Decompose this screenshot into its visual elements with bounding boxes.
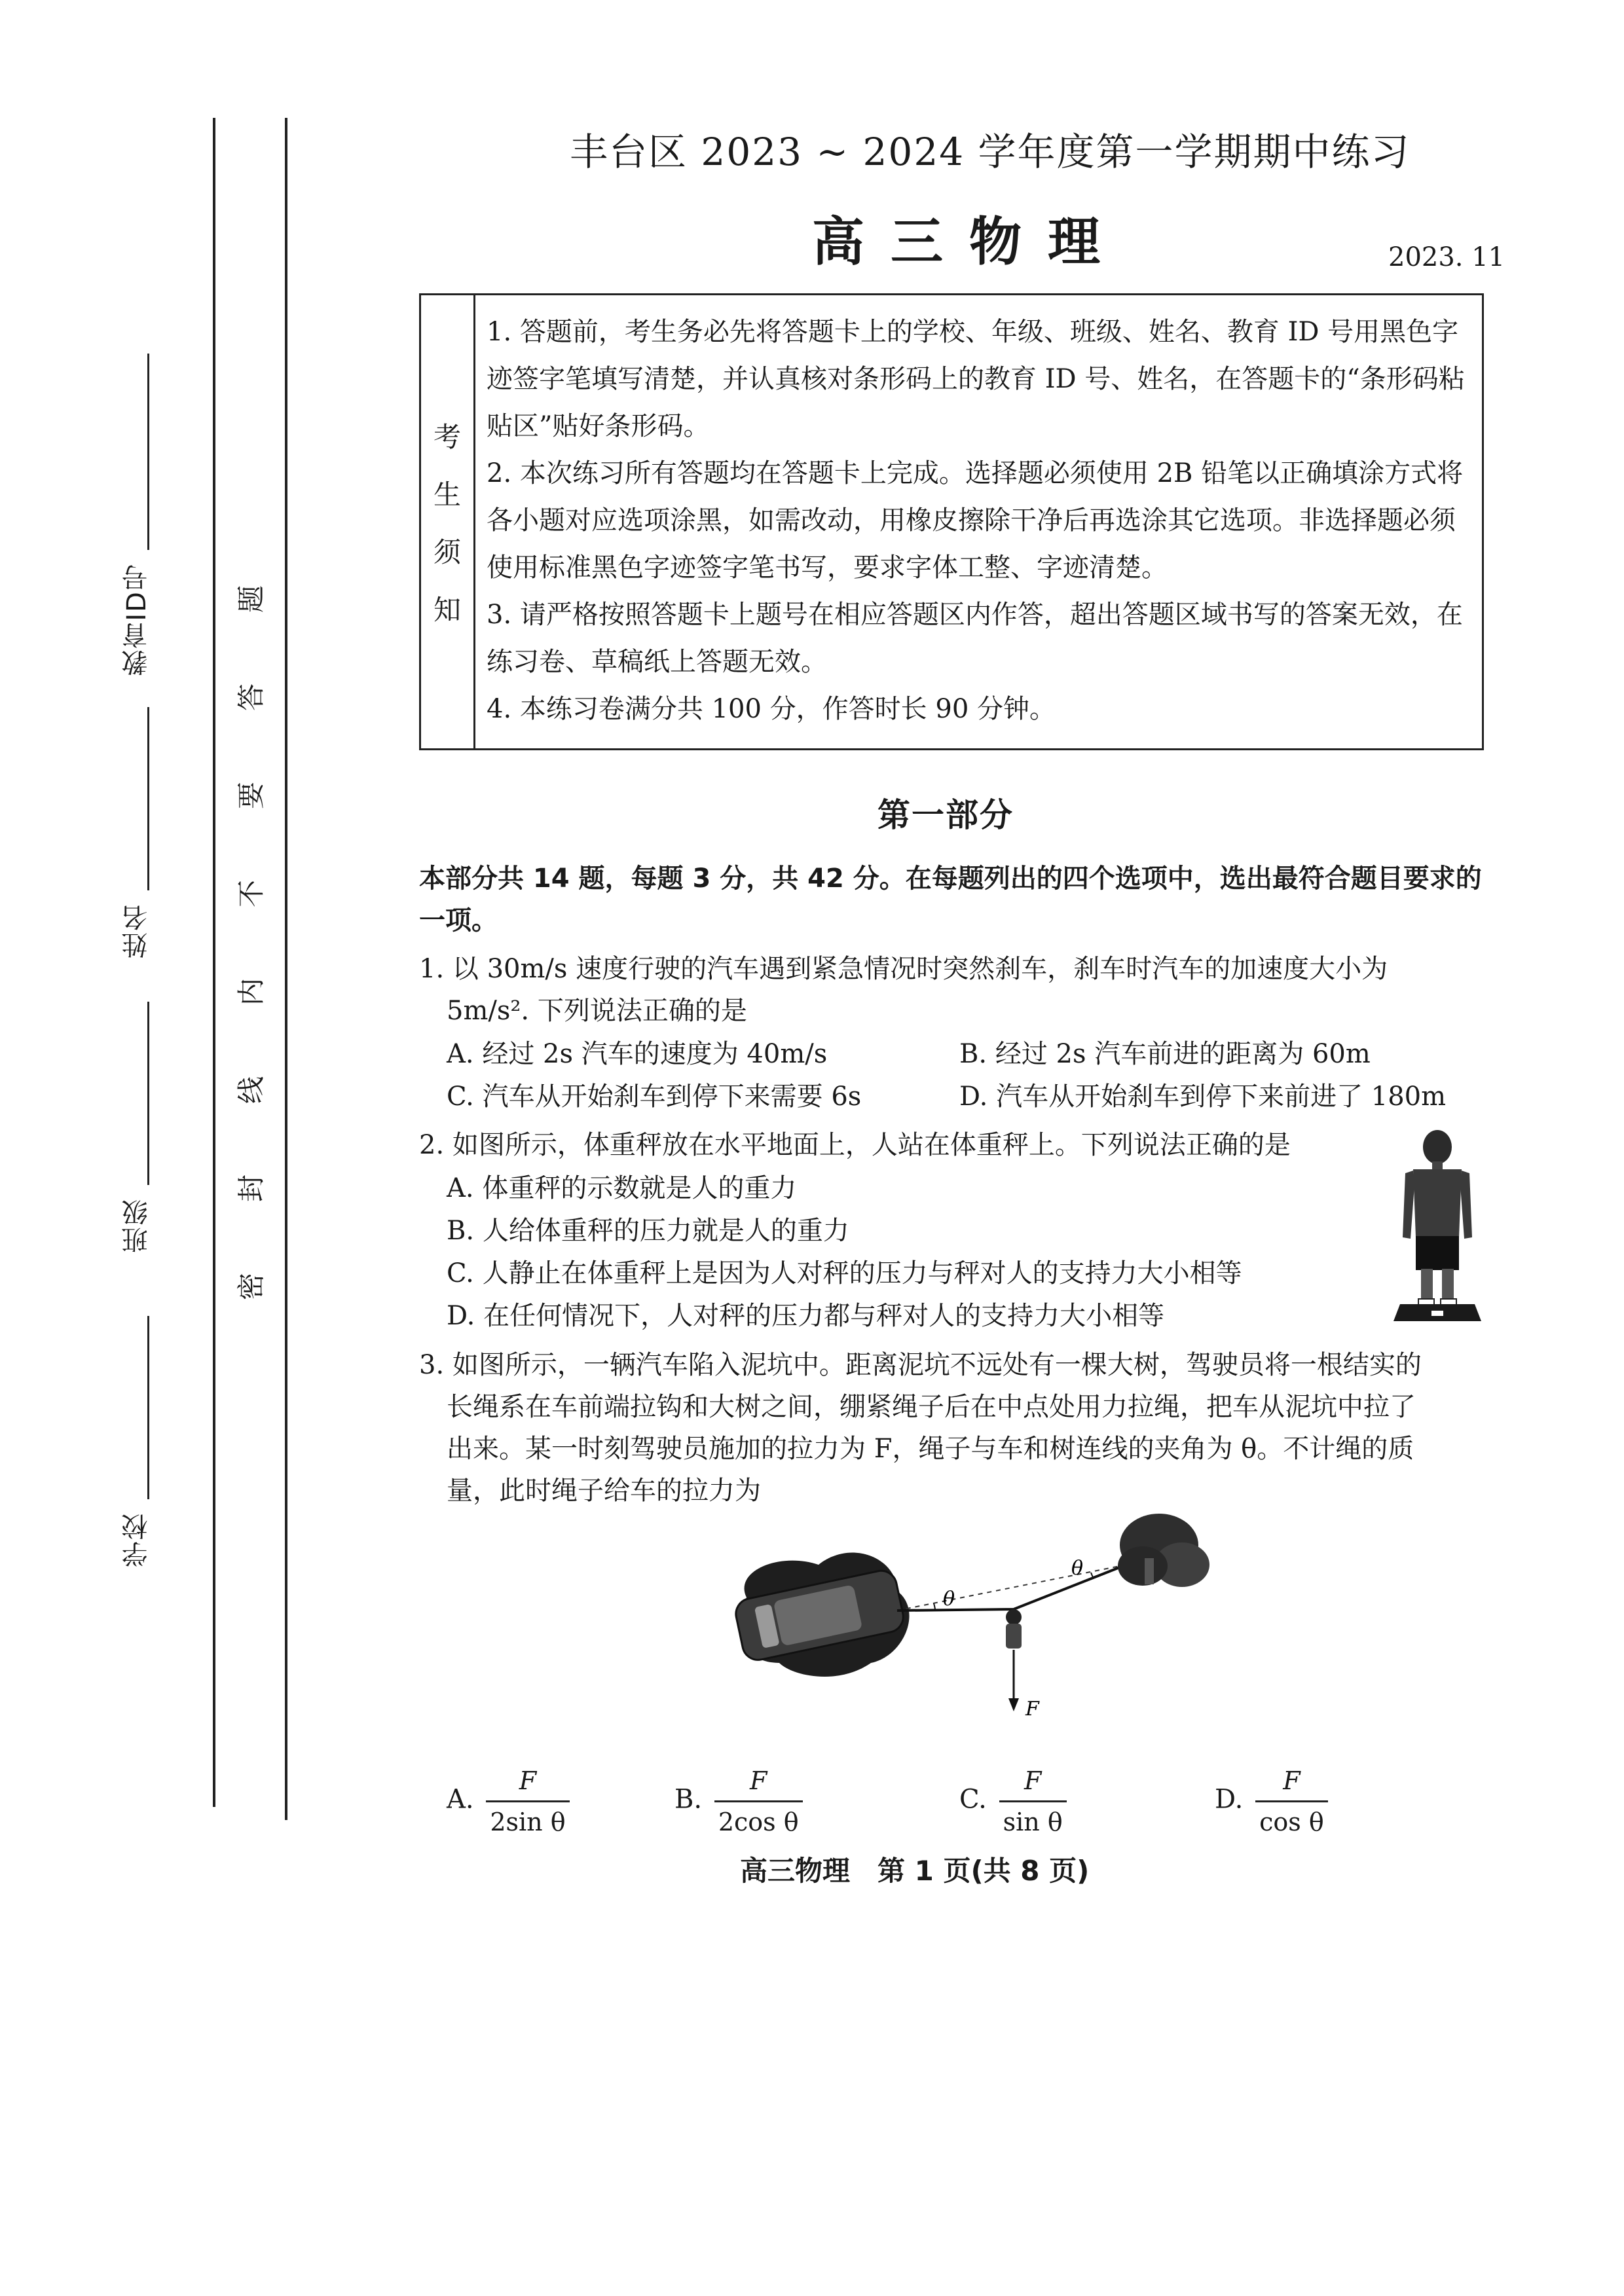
- right-arm: [1460, 1171, 1472, 1239]
- q1-option-b[interactable]: B. 经过 2s 汽车前进的距离为 60m: [959, 1039, 1371, 1069]
- angle-label-car: θ: [943, 1588, 955, 1611]
- shorts: [1416, 1236, 1459, 1270]
- q3-option-letter: D.: [1215, 1784, 1244, 1815]
- seal-char: 答: [235, 683, 268, 712]
- part1-title: 第一部分: [877, 796, 1014, 834]
- q2-option-b[interactable]: B. 人给体重秤的压力就是人的重力: [447, 1216, 849, 1246]
- head: [1423, 1130, 1452, 1164]
- seal-char: 不: [235, 879, 268, 908]
- fraction-denominator: 2cos θ: [718, 1808, 799, 1836]
- seal-char: 题: [235, 585, 268, 613]
- car-in-mud-figure: [707, 1512, 1231, 1735]
- q3-option-fraction: [999, 1761, 1067, 1842]
- seal-char: 要: [235, 781, 268, 810]
- notice-item: 1. 答题前，考生务必先将答题卡上的学校、年级、班级、姓名、教育 ID 号用黑色字迹签字笔填写清楚，并认真核对条形码上的教育 ID 号、姓名，在答题卡的“条形码粘贴区”贴好条形码。: [487, 317, 1465, 441]
- seal-char: 线: [235, 1076, 268, 1104]
- subject-title: 高三物理: [812, 211, 1126, 272]
- notice-label-char: 知: [433, 594, 461, 626]
- notice-items: [487, 308, 1472, 733]
- q1-stem-line1: 1. 以 30m/s 速度行驶的汽车遇到紧急情况时突然刹车，刹车时汽车的加速度大小为: [419, 954, 1388, 984]
- page-footer: 高三物理 第 1 页(共 8 页): [740, 1855, 1090, 1887]
- part1-intro: 本部分共 14 题，每题 3 分，共 42 分。在每题列出的四个选项中，选出最符合题目要求的一项。: [419, 864, 1482, 936]
- q3-option-letter: A.: [447, 1784, 474, 1815]
- q3-option-letter: C.: [959, 1784, 987, 1815]
- notice-label-char: 考: [433, 421, 461, 453]
- q3-option-d[interactable]: [1215, 1761, 1328, 1842]
- right-leg: [1442, 1269, 1454, 1302]
- notice-item: 3. 请严格按照答题卡上题号在相应答题区内作答，超出答题区域书写的答案无效，在练习卷、草稿纸上答题无效。: [487, 600, 1463, 677]
- seal-char: 封: [235, 1174, 268, 1203]
- q3-option-fraction: [714, 1761, 803, 1842]
- q3-stem-line1: 3. 如图所示，一辆汽车陷入泥坑中。距离泥坑不远处有一棵大树，驾驶员将一根结实的: [419, 1350, 1422, 1380]
- q2-option-c[interactable]: C. 人静止在体重秤上是因为人对秤的压力与秤对人的支持力大小相等: [447, 1258, 1242, 1288]
- fraction-numerator: F: [714, 1761, 803, 1802]
- torso: [1413, 1169, 1462, 1237]
- person-on-scale-figure: [1388, 1126, 1486, 1322]
- angle-arc-car: [934, 1603, 935, 1609]
- rope: [897, 1565, 1126, 1611]
- q3-option-c[interactable]: [959, 1761, 1067, 1842]
- school-field[interactable]: [147, 1316, 149, 1499]
- seal-char: 密: [235, 1272, 268, 1301]
- notice-label: [421, 295, 475, 748]
- q3-option-letter: B.: [674, 1784, 703, 1815]
- q3-stem-line3: 出来。某一时刻驾驶员施加的拉力为 F，绳子与车和树连线的夹角为 θ。不计绳的质: [447, 1434, 1414, 1464]
- name-field[interactable]: [147, 707, 149, 890]
- left-leg: [1421, 1269, 1433, 1302]
- q2-option-a[interactable]: A. 体重秤的示数就是人的重力: [447, 1173, 797, 1203]
- exam-title: 丰台区 2023 ~ 2024 学年度第一学期期中练习: [570, 130, 1411, 174]
- q3-option-b[interactable]: [674, 1761, 803, 1842]
- school-label: 学校: [122, 1512, 152, 1567]
- q3-option-fraction: [486, 1761, 569, 1842]
- fraction-denominator: sin θ: [1003, 1808, 1063, 1836]
- driver: [1006, 1609, 1022, 1649]
- binding-line-outer: [213, 118, 215, 1807]
- q3-stem-line4: 量，此时绳子给车的拉力为: [447, 1476, 761, 1506]
- seal-char: 内: [235, 977, 268, 1006]
- notice-label-char: 生: [433, 479, 461, 511]
- q1-stem-line2: 5m/s². 下列说法正确的是: [447, 996, 747, 1026]
- notice-label-char: 须: [433, 536, 461, 568]
- id-label: 教育ID号: [122, 563, 152, 676]
- car-tree-line: [897, 1565, 1126, 1611]
- exam-date: 2023. 11: [1388, 242, 1505, 272]
- q3-option-a[interactable]: [447, 1761, 570, 1842]
- neck: [1432, 1161, 1443, 1169]
- notice-item: 2. 本次练习所有答题均在答题卡上完成。选择题必须使用 2B 铅笔以正确填涂方式将各小题对应选项涂黑，如需改动，用橡皮擦除干净后再选涂其它选项。非选择题必须使用标准黑色字迹签字笔书写，要求字体工整、字迹清楚。: [487, 458, 1464, 583]
- class-field[interactable]: [147, 1002, 149, 1185]
- left-arm: [1403, 1171, 1414, 1239]
- fraction-denominator: cos θ: [1259, 1808, 1324, 1836]
- scale-display: [1431, 1311, 1443, 1316]
- name-label: 姓名: [122, 903, 152, 958]
- fraction-denominator: 2sin θ: [490, 1808, 566, 1836]
- class-label: 班级: [122, 1198, 152, 1253]
- q3-stem-line2: 长绳系在车前端拉钩和大树之间，绷紧绳子后在中点处用力拉绳，把车从泥坑中拉了: [447, 1392, 1416, 1422]
- notice-item: 4. 本练习卷满分共 100 分，作答时长 90 分钟。: [487, 694, 1056, 724]
- q1-option-c[interactable]: C. 汽车从开始刹车到停下来需要 6s: [447, 1082, 862, 1112]
- id-field[interactable]: [147, 354, 149, 550]
- binding-line-inner: [285, 118, 287, 1820]
- fraction-numerator: F: [486, 1761, 569, 1802]
- notice-box: [419, 293, 1484, 750]
- fraction-numerator: F: [1255, 1761, 1328, 1802]
- q1-option-d[interactable]: D. 汽车从开始刹车到停下来前进了 180m: [959, 1082, 1447, 1112]
- q2-stem: 2. 如图所示，体重秤放在水平地面上，人站在体重秤上。下列说法正确的是: [419, 1130, 1291, 1160]
- fraction-numerator: F: [999, 1761, 1067, 1802]
- tree: [1118, 1514, 1209, 1587]
- force-label: F: [1025, 1698, 1039, 1721]
- force-arrow-head: [1008, 1698, 1019, 1711]
- q1-option-a[interactable]: A. 经过 2s 汽车的速度为 40m/s: [447, 1039, 828, 1069]
- angle-label-tree: θ: [1071, 1557, 1084, 1580]
- q3-option-fraction: [1255, 1761, 1328, 1842]
- q2-option-d[interactable]: D. 在任何情况下，人对秤的压力都与秤对人的支持力大小相等: [447, 1301, 1165, 1331]
